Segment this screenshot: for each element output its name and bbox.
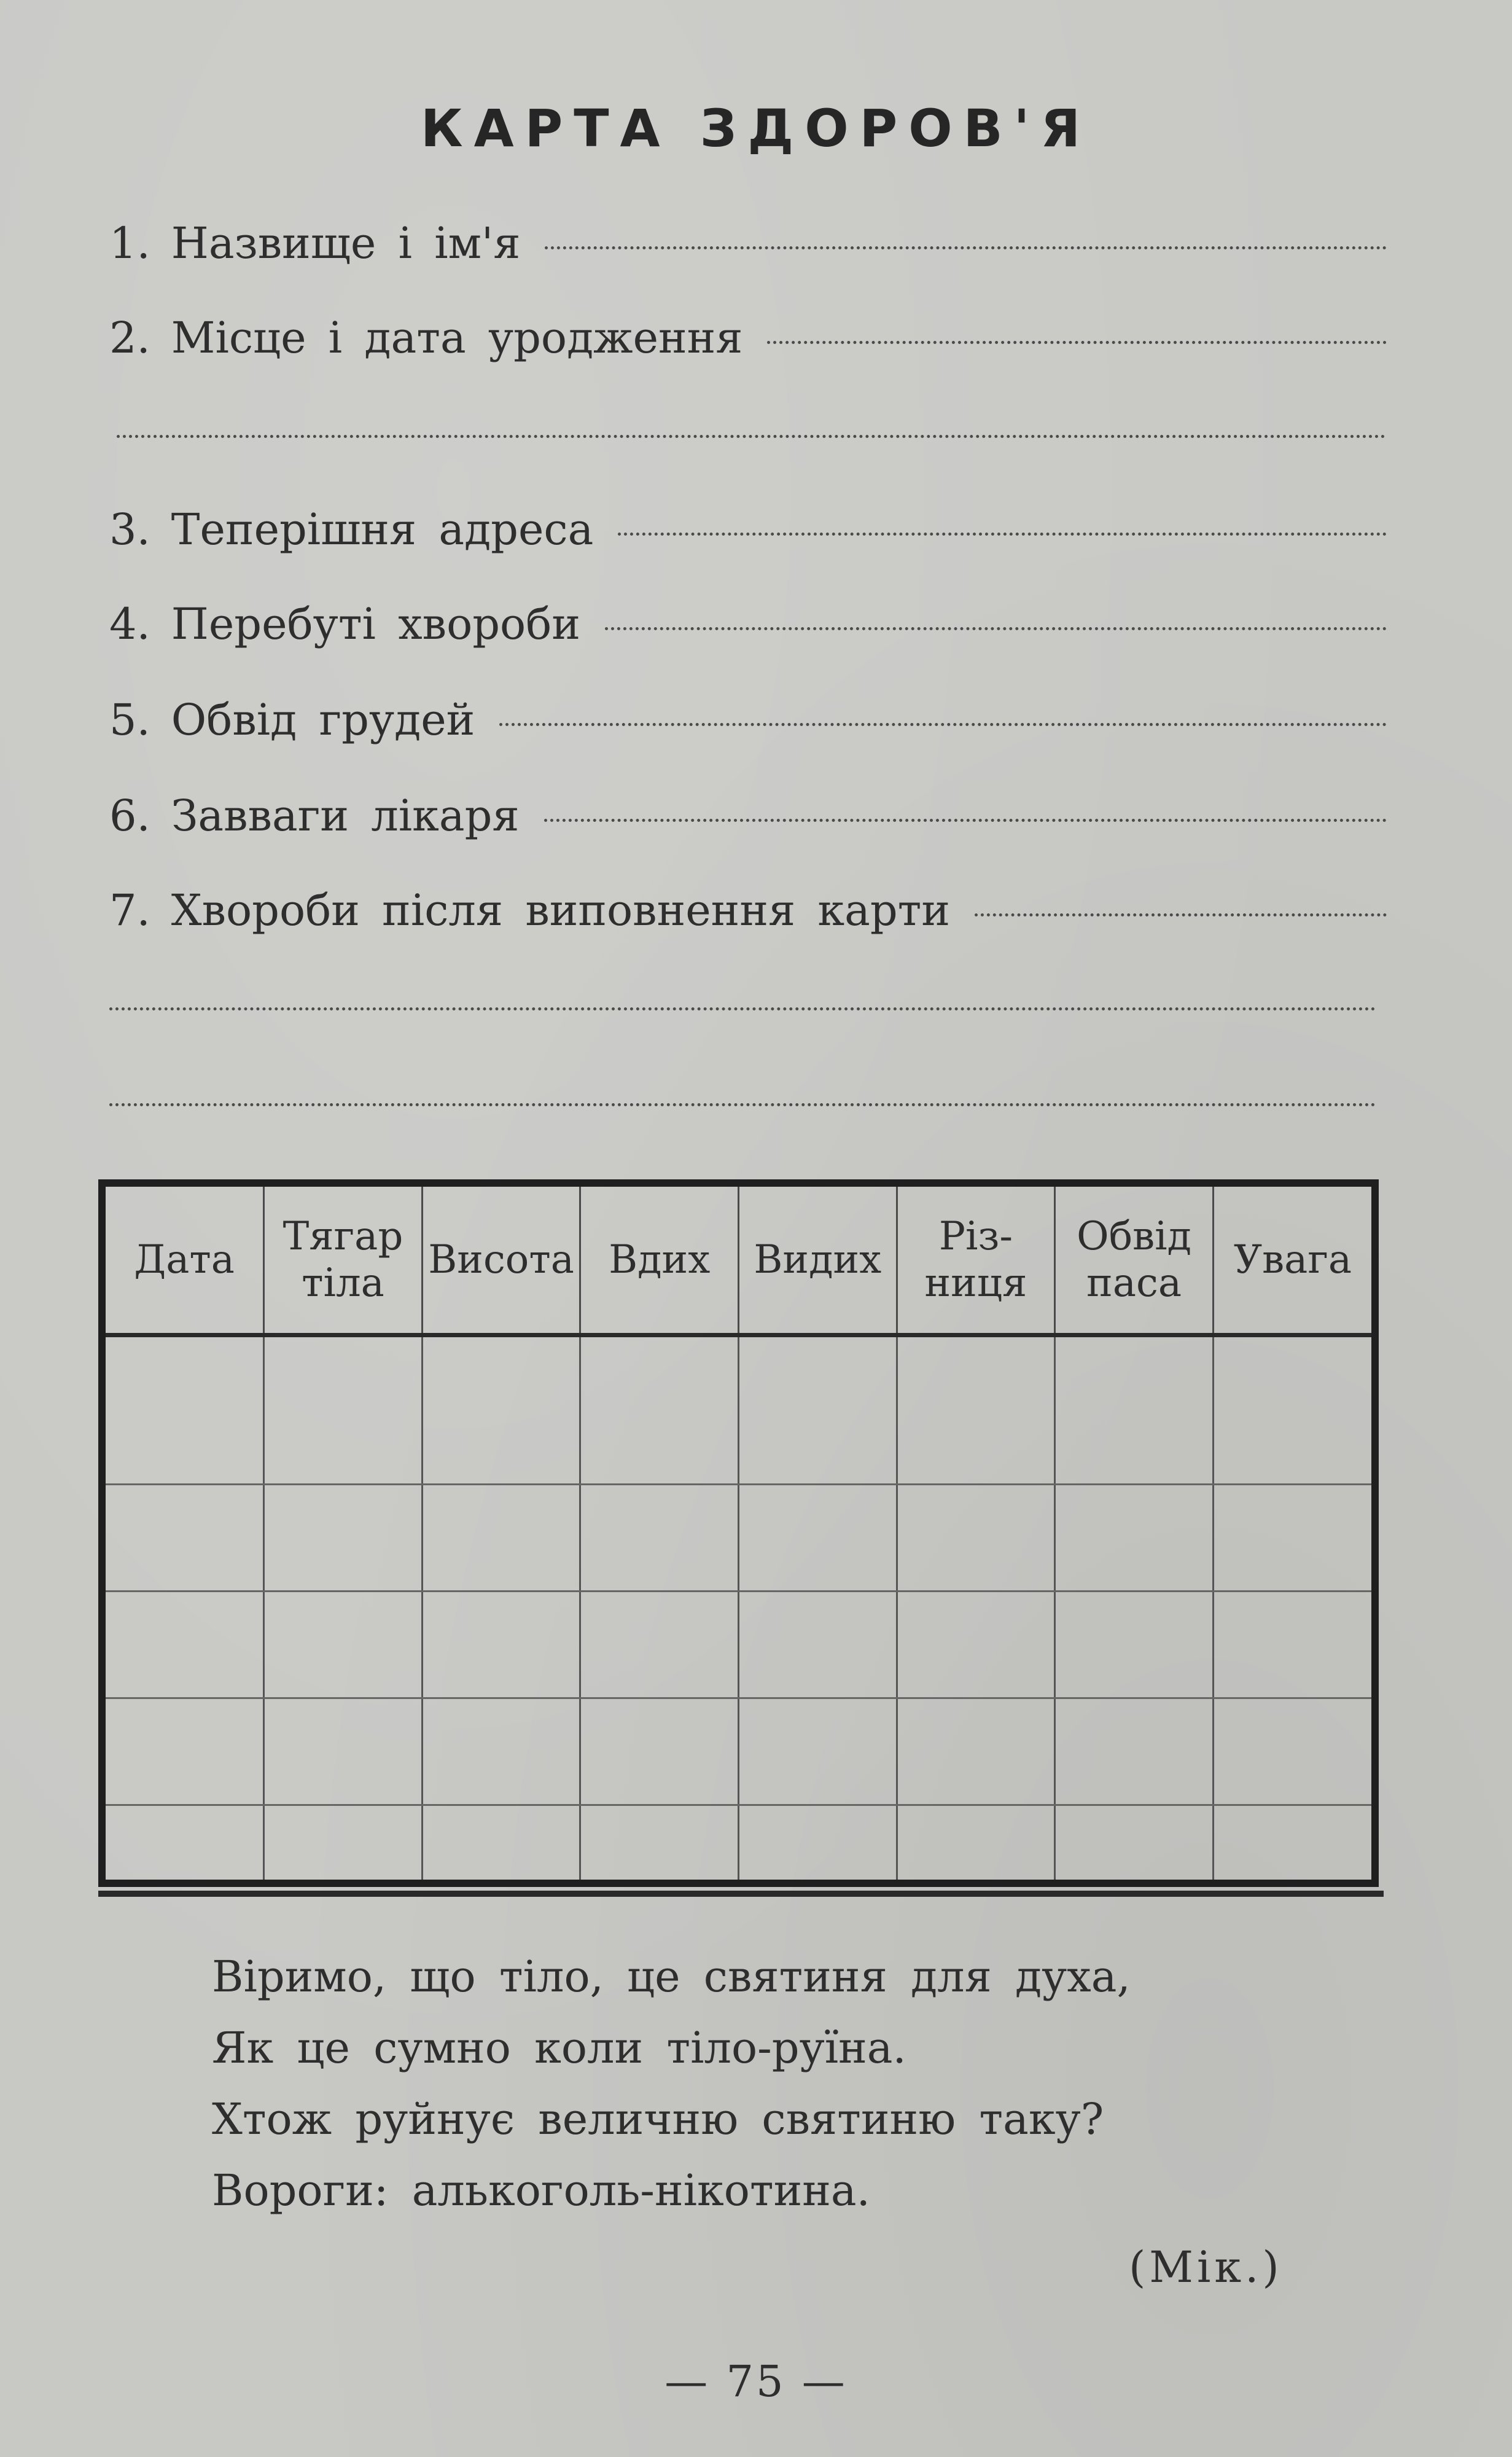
table-cell[interactable] — [897, 1805, 1055, 1880]
column-header-text: Вдих — [609, 1237, 711, 1283]
table-row — [106, 1335, 1371, 1485]
table-cell[interactable] — [897, 1335, 1055, 1485]
table-cell[interactable] — [1213, 1592, 1371, 1698]
field-label: Місце і дата уродження — [171, 313, 743, 363]
table-cell[interactable] — [1213, 1485, 1371, 1592]
poem-line: Вороги: алькоголь-нікотина. — [212, 2165, 870, 2216]
table-cell[interactable] — [1055, 1485, 1214, 1592]
table-cell[interactable] — [422, 1592, 580, 1698]
field-label: Перебуті хвороби — [171, 599, 580, 649]
field-number: 3. — [109, 504, 150, 555]
table-cell[interactable] — [580, 1592, 739, 1698]
table-cell[interactable] — [580, 1485, 739, 1592]
form-field-address — [109, 499, 1387, 560]
table-row — [106, 1485, 1371, 1592]
field-number: 2. — [109, 313, 150, 363]
table-cell[interactable] — [580, 1805, 739, 1880]
fill-in-line-continued[interactable] — [109, 1007, 1376, 1010]
table-cell[interactable] — [1213, 1805, 1371, 1880]
table-cell[interactable] — [580, 1335, 739, 1485]
fill-in-line[interactable] — [618, 533, 1387, 536]
table-cell[interactable] — [739, 1485, 897, 1592]
column-header-text: паса — [1086, 1260, 1182, 1306]
table-cell[interactable] — [106, 1485, 264, 1592]
fill-in-line[interactable] — [605, 627, 1387, 630]
table-row — [106, 1592, 1371, 1698]
page-number: — 75 — — [664, 2356, 848, 2407]
column-header-text: ниця — [924, 1260, 1027, 1306]
column-header-text: Обвід — [1077, 1214, 1192, 1259]
table-header-row — [106, 1187, 1371, 1335]
column-header — [106, 1187, 264, 1335]
fill-in-line[interactable] — [975, 913, 1387, 916]
fill-in-line-continued[interactable] — [117, 435, 1385, 438]
table-cell[interactable] — [422, 1335, 580, 1485]
table-cell[interactable] — [1213, 1335, 1371, 1485]
table-cell[interactable] — [739, 1592, 897, 1698]
table-cell[interactable] — [264, 1592, 423, 1698]
form-field-doctor-notes — [109, 785, 1387, 846]
table-cell[interactable] — [580, 1698, 739, 1805]
form-field-past-illnesses — [109, 593, 1387, 655]
table-cell[interactable] — [1055, 1805, 1214, 1880]
column-header-text: Різ- — [938, 1214, 1013, 1259]
field-label: Назвище і ім'я — [171, 218, 521, 268]
table-cell[interactable] — [1055, 1592, 1214, 1698]
column-header-text: Дата — [134, 1237, 235, 1283]
table-cell[interactable] — [897, 1485, 1055, 1592]
field-number: 4. — [109, 599, 150, 649]
table-cell[interactable] — [264, 1698, 423, 1805]
table-cell[interactable] — [106, 1698, 264, 1805]
field-number: 6. — [109, 791, 150, 841]
field-number: 5. — [109, 695, 150, 745]
form-field-birth — [109, 307, 1387, 369]
column-header-text: Тягар — [283, 1214, 403, 1259]
fill-in-line[interactable] — [545, 246, 1387, 249]
column-header-text: Видих — [754, 1237, 882, 1283]
field-label: Обвід грудей — [171, 695, 475, 745]
form-field-chest — [109, 689, 1387, 751]
poem-line: Віримо, що тіло, це святиня для духа, — [212, 1951, 1131, 2002]
column-header-text: Увага — [1233, 1237, 1352, 1283]
field-label: Хвороби після виповнення карти — [171, 885, 951, 936]
poem-line: Як це сумно коли тіло-руїна. — [212, 2023, 906, 2073]
column-header — [1213, 1187, 1371, 1335]
poem-author: (Мік.) — [1129, 2242, 1283, 2292]
table-cell[interactable] — [422, 1485, 580, 1592]
fill-in-line-continued[interactable] — [109, 1103, 1376, 1106]
field-number: 1. — [109, 218, 150, 268]
poem-line: Хтож руйнує величню святиню таку? — [212, 2094, 1104, 2144]
table-cell[interactable] — [897, 1592, 1055, 1698]
column-header — [739, 1187, 897, 1335]
measurement-table-frame — [98, 1179, 1379, 1887]
column-header — [580, 1187, 739, 1335]
table-cell[interactable] — [1055, 1335, 1214, 1485]
table-cell[interactable] — [1213, 1698, 1371, 1805]
field-label: Теперішня адреса — [171, 504, 594, 555]
measurement-table — [106, 1187, 1371, 1880]
column-header-text: тіла — [302, 1260, 384, 1306]
form-field-later-illnesses — [109, 880, 1387, 941]
table-cell[interactable] — [739, 1698, 897, 1805]
fill-in-line[interactable] — [544, 819, 1387, 822]
fill-in-line[interactable] — [499, 723, 1387, 726]
table-row — [106, 1698, 1371, 1805]
column-header — [897, 1187, 1055, 1335]
table-cell[interactable] — [264, 1805, 423, 1880]
table-cell[interactable] — [739, 1335, 897, 1485]
column-header — [1055, 1187, 1214, 1335]
column-header-text: Висота — [428, 1237, 574, 1283]
table-cell[interactable] — [897, 1698, 1055, 1805]
page-title: КАРТА ЗДОРОВ'Я — [420, 98, 1092, 158]
form-field-name — [109, 213, 1387, 274]
table-cell[interactable] — [106, 1805, 264, 1880]
table-cell[interactable] — [422, 1805, 580, 1880]
table-cell[interactable] — [106, 1592, 264, 1698]
table-cell[interactable] — [264, 1335, 423, 1485]
table-row — [106, 1805, 1371, 1880]
table-cell[interactable] — [106, 1335, 264, 1485]
column-header — [422, 1187, 580, 1335]
column-header — [264, 1187, 423, 1335]
table-cell[interactable] — [739, 1805, 897, 1880]
table-cell[interactable] — [422, 1698, 580, 1805]
field-number: 7. — [109, 885, 150, 936]
poem — [212, 1941, 1131, 2226]
fill-in-line[interactable] — [767, 341, 1387, 344]
table-cell[interactable] — [264, 1485, 423, 1592]
table-cell[interactable] — [1055, 1698, 1214, 1805]
field-label: Завваги лікаря — [171, 791, 520, 841]
